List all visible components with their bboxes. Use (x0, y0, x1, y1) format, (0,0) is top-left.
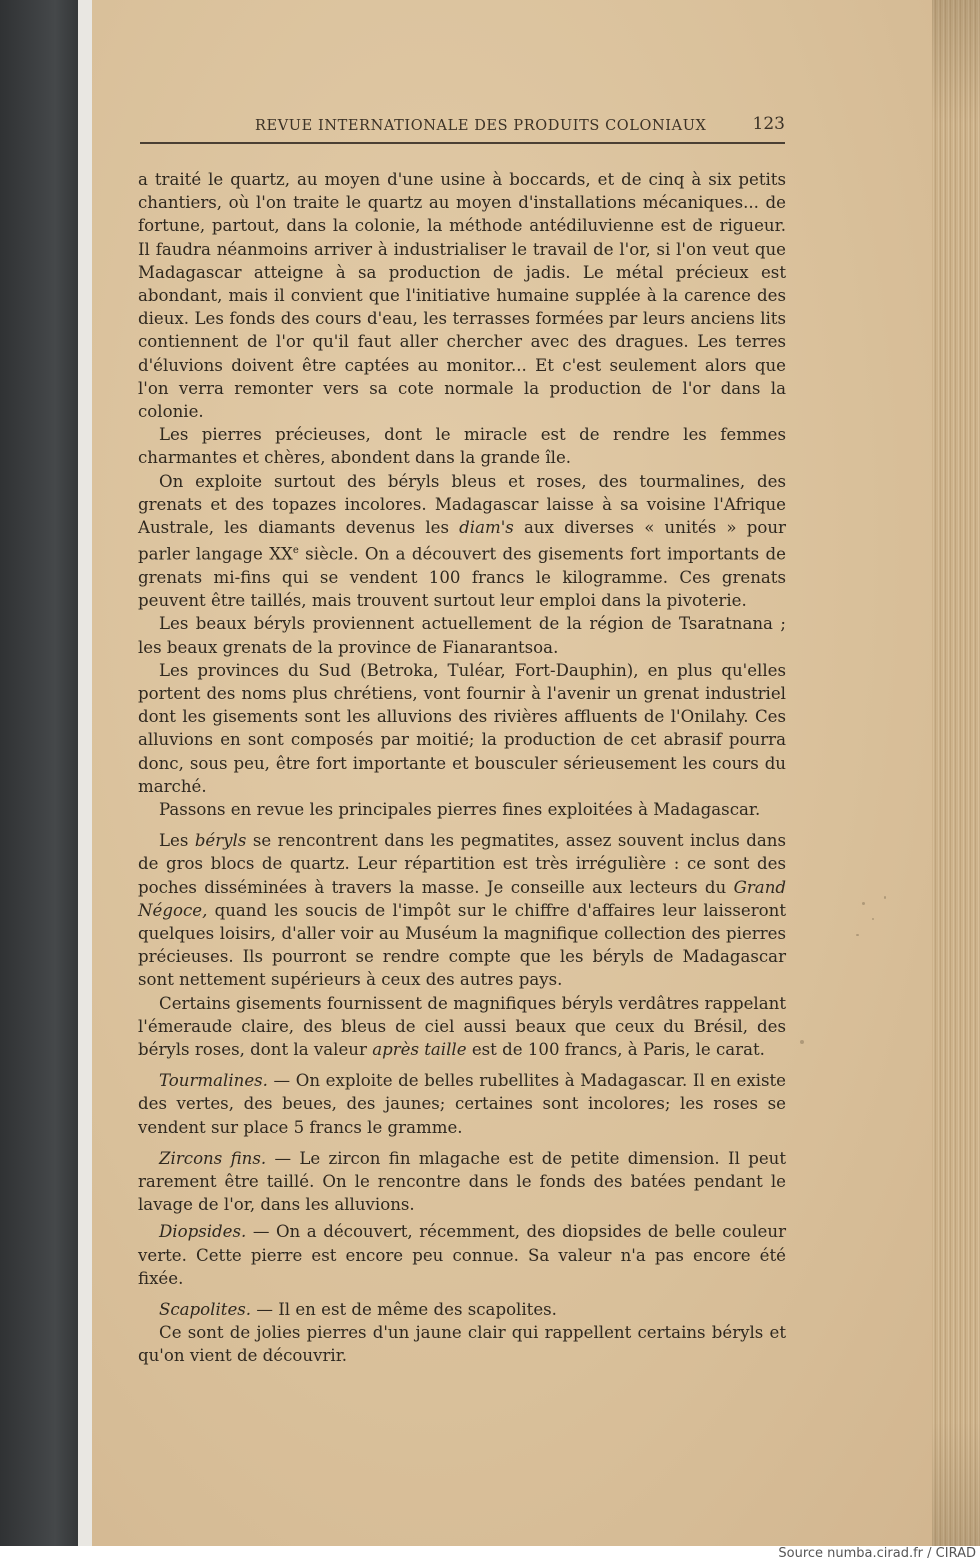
paragraph-review: Passons en revue les principales pierres fines exploitées à Madagascar. (159, 800, 761, 820)
paragraph-scapolites: Scapolites. — Il en est de même des scapolites. (159, 1300, 557, 1320)
italic-grand-negoce: Grand Négoce, (138, 877, 786, 920)
binding-edge (78, 0, 92, 1546)
body-text (138, 168, 786, 1368)
source-credit: Source numba.cirad.fr / CIRAD (778, 1546, 976, 1561)
paragraph-precious-stones: Les pierres précieuses, dont le miracle est de rendre les femmes charmantes et chères, abondent dans la grande île. (138, 425, 786, 468)
page-edges-shade (932, 0, 980, 1546)
italic-apres-taille: après taille (372, 1040, 467, 1060)
page-number: 123 (752, 114, 785, 134)
paragraph-diopsides: Diopsides. — On a découvert, récemment, des diopsides de belle couleur verte. Cette pierre est encore peu connue. Sa valeur n'a pas encore été fixée. (138, 1222, 786, 1288)
italic-diams: diam's (459, 518, 514, 538)
paragraph-gold: a traité le quartz, au moyen d'une usine à boccards, et de cinq à six petits chantiers, où l'on traite le quartz au moyen d'installations mécaniques... de fortune, partout, dans la colonie, la méthode antédiluvienne est de rigueur. Il faudra néanmoins arriver à industrialiser le travail de l'or, si l'on veut que Madagascar atteigne à sa production de jadis. Le métal précieux est abondant, mais il convient que l'initiative humaine supplée à la carence des dieux. Les fonds des cours d'eau, les terrasses formées par leurs anciens lits contiennent de l'or qu'il faut aller chercher avec des dragues. Les terres d'éluvions doivent être captées au monitor... Et c'est seulement alors que l'on verra remonter vers sa cote normale la production de l'or dans la colonie. (138, 170, 786, 422)
paper-speck (872, 918, 874, 920)
paper-speck (856, 934, 859, 936)
running-title: REVUE INTERNATIONALE DES PRODUITS COLONIAUX (255, 118, 707, 134)
section-title-scapolites: Scapolites. (159, 1300, 252, 1320)
paragraph-beryl-deposits: Certains gisements fournissent de magnifiques béryls verdâtres rappelant l'émeraude claire, des bleus de ciel aussi beaux que ceux du Brésil, des béryls roses, dont la valeur après taille est de 100 francs, à Paris, le carat. (138, 993, 786, 1060)
century-sup: e (292, 545, 299, 557)
section-title-zircons: Zircons fins. (159, 1148, 267, 1168)
paragraph-beryls: Les béryls se rencontrent dans les pegmatites, assez souvent inclus dans de gros blocs de quartz. Leur répartition est très irrégulière : ce sont des poches disséminées à travers la masse. Je conseille aux lecteurs du Grand Négoce, quand les soucis de l'impôt sur le chiffre d'affaires leur laisseront quelques loisirs, d'aller voir au Muséum la magnifique collection des pierres précieuses. Ils pourront se rendre compte que les béryls de Madagascar sont nettement supérieurs à ceux des autres pays. (138, 831, 786, 990)
section-title-diopsides: Diopsides. (159, 1222, 247, 1242)
paragraph-zircons: Zircons fins. — Le zircon fin mlagache est de petite dimension. Il peut rarement être taillé. On le rencontre dans le fonds des batées pendant le lavage de l'or, dans les alluvions. (138, 1148, 786, 1215)
paper-speck (884, 896, 886, 899)
paragraph-southern-provinces: Les provinces du Sud (Betroka, Tuléar, Fort-Dauphin), en plus qu'elles portent des noms plus chrétiens, vont fournir à l'avenir un grenat industriel dont les gisements sont les alluvions des rivières affluents de l'Onilahy. Ces alluvions en sont composés par moitié; la production de cet abrasif pourra donc, sous peu, être fort importante et bousculer sérieusement les cours du marché. (138, 660, 786, 796)
paper-speck (800, 1040, 804, 1044)
italic-beryls: béryls (194, 831, 247, 851)
paragraph-scapolites-desc: Ce sont de jolies pierres d'un jaune clair qui rappellent certains béryls et qu'on vient de découvrir. (138, 1323, 786, 1366)
paragraph-tourmalines: Tourmalines. — On exploite de belles rubellites à Madagascar. Il en existe des vertes, des beues, des jaunes; certaines sont incolores; les roses se vendent sur place 5 francs le gramme. (138, 1071, 786, 1137)
century: XX (269, 544, 293, 564)
page-header (140, 112, 785, 144)
paragraph-exploitation: On exploite surtout des béryls bleus et roses, des tourmalines, des grenats et des topazes incolores. Madagascar laisse à sa voisine l'Afrique Australe, les diamants devenus les diam's aux diverses « unités » pour parler langage XXe siècle. On a découvert des gisements fort importants de grenats mi-fins qui se vendent 100 francs le kilogramme. Ces grenats peuvent être taillés, mais trouvent surtout leur emploi dans la pivoterie. (138, 471, 787, 611)
section-title-tourmalines: Tourmalines. (159, 1071, 268, 1091)
paper-speck (862, 902, 865, 905)
paragraph-beryls-origin: Les beaux béryls proviennent actuellement de la région de Tsaratnana ; les beaux grenats de la province de Fianarantsoa. (138, 614, 786, 657)
